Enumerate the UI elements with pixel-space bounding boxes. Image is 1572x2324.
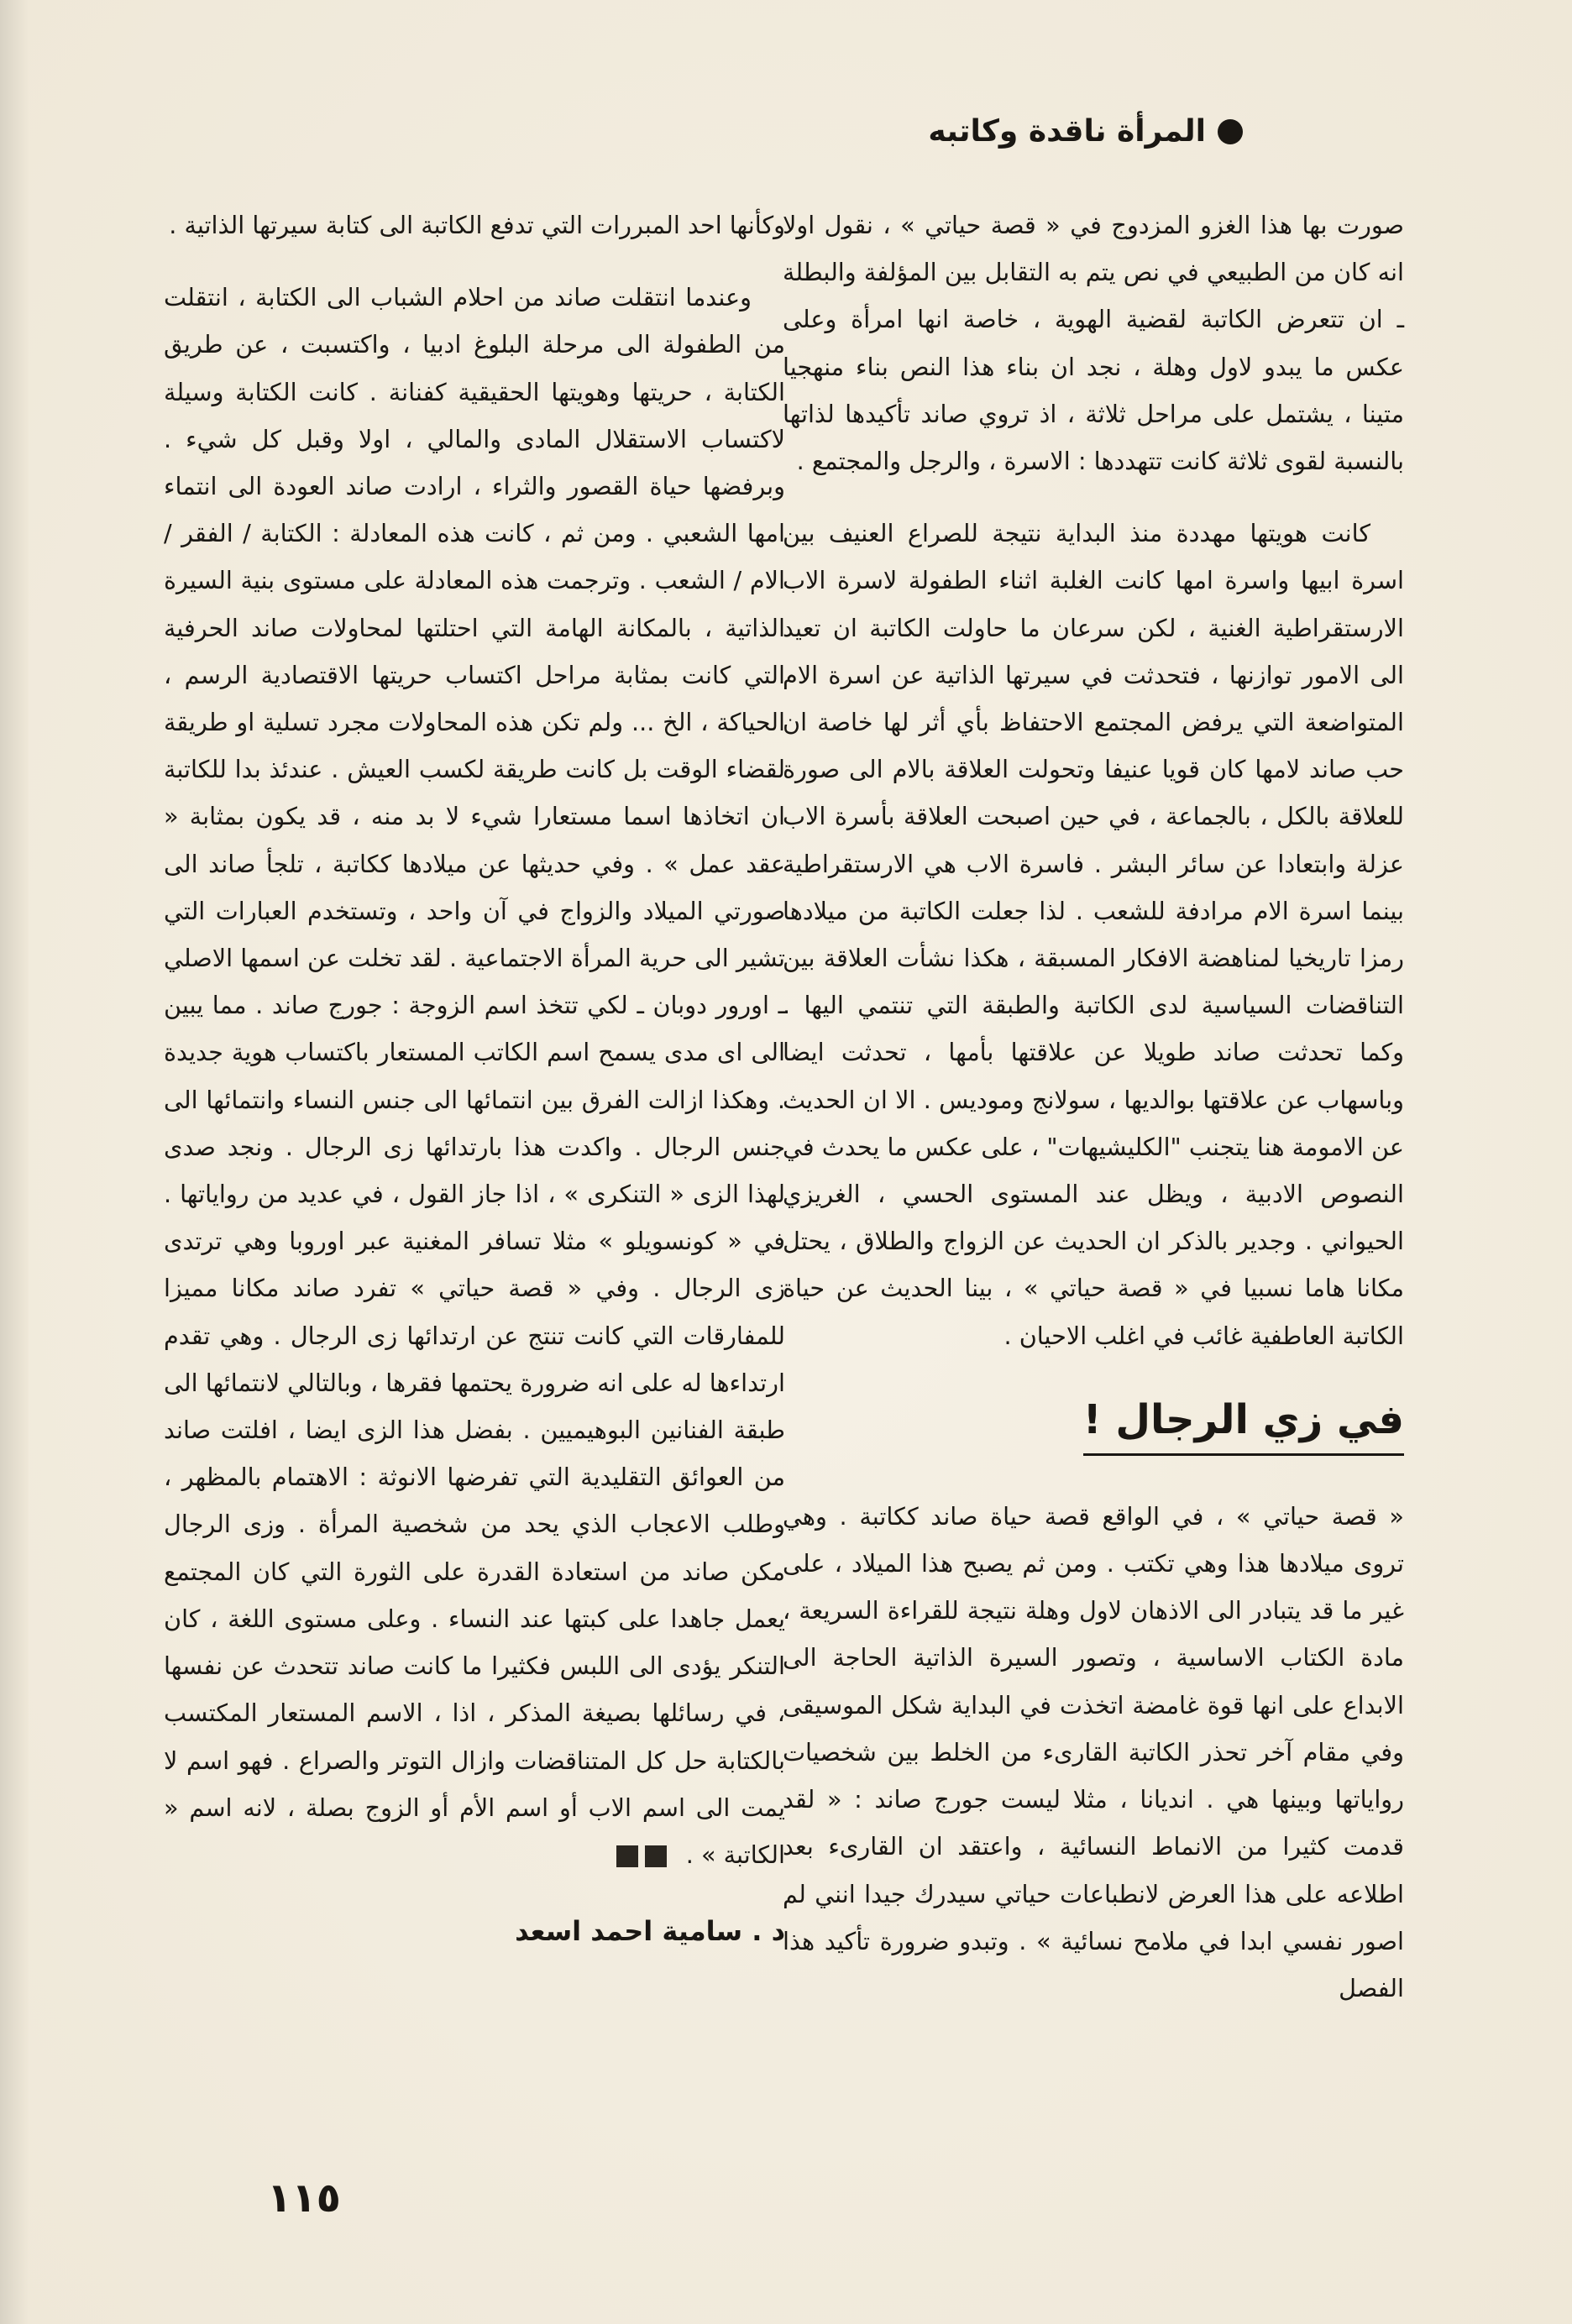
left-paragraph-2 [164, 274, 785, 1878]
running-head [928, 114, 1243, 149]
right-paragraph-2: كانت هويتها مهددة منذ البداية نتيجة للصراع العنيف بين اسرة ابيها واسرة امها كانت الغلبة اثناء الطفولة لاسرة الاب الارستقراطية الغنية ، لكن سرعان ما حاولت الكاتبة ان تعيد الى الامور توازنها ، فتحدثت في سيرتها الذاتية عن اسرة الام المتواضعة التي يرفض المجتمع الاحتفاظ بأي أثر لها خاصة ان حب صاند لامها كان قويا عنيفا وتحولت العلاقة بالام الى صورة للعلاقة بالكل ، بالجماعة ، في حين اصبحت العلاقة بأسرة الاب عزلة وابتعادا عن سائر البشر . فاسرة الاب هي الارستقراطية بينما اسرة الام مرادفة للشعب . لذا جعلت الكاتبة من ميلادها رمزا تاريخيا لمناهضة الافكار المسبقة ، هكذا نشأت العلاقة بين التناقضات السياسية لدى الكاتبة والطبقة التي تنتمي اليها . وكما تحدثت صاند طويلا عن علاقتها بأمها ، تحدثت ايضا وباسهاب عن علاقتها بوالديها ، سولانج وموديس . الا ان الحديث عن الامومة هنا يتجنب "الكليشيهات" ، على عكس ما يحدث في النصوص الادبية ، ويظل عند المستوى الحسي ، الغريزي الحيواني . وجدير بالذكر ان الحديث عن الزواج والطلاق ، يحتل مكانا هاما نسبيا في « قصة حياتي » ، بينا الحديث عن حياة الكاتبة العاطفية غائب في اغلب الاحيان . [783, 519, 1404, 1350]
left-column [164, 202, 785, 1952]
right-paragraph-3: « قصة حياتي » ، في الواقع قصة حياة صاند ككاتبة . وهي تروى ميلادها هذا وهي تكتب . ومن ثم يصبح هذا الميلاد ، على غير ما قد يتبادر الى الاذهان لاول وهلة نتيجة للقراءة السريعة ، مادة الكتاب الاساسية ، وتصور السيرة الذاتية الحاجة الى الابداع على انها قوة غامضة اتخذت في البداية شكل الموسيقى وفي مقام آخر تحذر الكاتبة القارىء من الخلط بين شخصيات رواياتها وبينها هي . انديانا ، مثلا ليست جورج صاند : « لقد قدمت كثيرا من الانماط النسائية ، واعتقد ان القارىء بعد اطلاعه على هذا العرض لانطباعات حياتي سيدرك جيدا انني لم اصور نفسي ابدا في ملامح نسائية » . وتبدو ضرورة تأكيد هذا الفصل [783, 1501, 1404, 2002]
running-head-title: المرأة ناقدة وكاتبه [928, 114, 1206, 149]
right-column [783, 202, 1404, 2012]
page-edge-shadow [0, 0, 29, 2324]
section-subheading [783, 1395, 1404, 1456]
end-square-icon [645, 1845, 667, 1867]
left-paragraph-2-text: وعندما انتقلت صاند من احلام الشباب الى الكتابة ، انتقلت من الطفولة الى مرحلة البلوغ ادبيا ، واكتسبت ، عن طريق الكتابة ، حريتها وهويتها الحقيقية كفنانة . كانت الكتابة وسيلة لاكتساب الاستقلال المادى والمالي ، اولا وقبل كل شيء . وبرفضها حياة القصور والثراء ، ارادت صاند العودة الى انتماء امها الشعبي . ومن ثم ، كانت هذه المعادلة : الكتابة / الفقر / الام / الشعب . وترجمت هذه المعادلة على مستوى بنية السيرة الذاتية ، بالمكانة الهامة التي احتلتها لمحاولات صاند الحرفية التي كانت بمثابة مراحل اكتساب حريتها الاقتصادية الرسم ، الحياكة ، الخ ... ولم تكن هذه المحاولات مجرد تسلية او طريقة لقضاء الوقت بل كانت طريقة لكسب العيش . عندئذ بدا للكاتبة ان اتخاذها اسما مستعارا شيء لا بد منه ، قد يكون بمثابة « عقد عمل » . وفي حديثها عن ميلادها ككاتبة ، تلجأ صاند الى صورتي الميلاد والزواج في آن واحد ، وتستخدم العبارات التي تشير الى حرية المرأة الاجتماعية . لقد تخلت عن اسمها الاصلي ـ اورور دوبان ـ لكي تتخذ اسم الزوجة : جورج صاند . مما يبين الى اى مدى يسمح اسم الكاتب المستعار باكتساب هوية جديدة . وهكذا ازالت الفرق بين انتمائها الى جنس النساء وانتمائها الى جنس الرجال . واكدت هذا بارتدائها زى الرجال . ونجد صدى لهذا الزى « التنكرى » ، اذا جاز القول ، في عديد من رواياتها . في « كونسويلو » مثلا تسافر المغنية عبر اوروبا وهي ترتدى زى الرجال . وفي « قصة حياتي » تفرد صاند مكانا مميزا للمفارقات التي كانت تنتج عن ارتدائها زى الرجال . وهي تقدم ارتداءها له على انه ضرورة يحتمها فقرها ، وبالتالي لانتمائها الى طبقة الفنانين البوهيميين . بفضل هذا الزى ايضا ، افلتت صاند من العوائق التقليدية التي تفرضها الانوثة : الاهتمام بالمظهر ، وطلب الاعجاب الذي يحد من شخصية المرأة . وزى الرجال مكن صاند من استعادة القدرة على الثورة التي كان المجتمع يعمل جاهدا على كبتها عند النساء . وعلى مستوى اللغة ، كان التنكر يؤدى الى اللبس فكثيرا ما كانت صاند تتحدث عن نفسها ، في رسائلها بصيغة المذكر ، اذا ، الاسم المستعار المكتسب بالكتابة حل كل المتناقضات وازال التوتر والصراع . فهو اسم لا يمت الى اسم الاب أو اسم الأم أو الزوج بصلة ، لانه اسم « الكاتبة » . [164, 283, 785, 1869]
bullet-icon [1218, 119, 1243, 144]
section-subheading-text: في زي الرجال ! [1083, 1395, 1404, 1456]
end-square-icon [616, 1845, 638, 1867]
article-end-marks [616, 1845, 667, 1867]
left-paragraph-1: وكأنها احد المبررات التي تدفع الكاتبة الى كتابة سيرتها الذاتية . [169, 211, 785, 239]
page-number: ١١٥ [267, 2175, 341, 2222]
right-paragraph-1: صورت بها هذا الغزو المزدوج في « قصة حياتي » ، نقول اولا انه كان من الطبيعي في نص يتم به التقابل بين المؤلفة والبطلة ـ ان تتعرض الكاتبة لقضية الهوية ، خاصة انها امرأة وعلى عكس ما يبدو لاول وهلة ، نجد ان بناء هذا النص بناء منهجيا متينا ، يشتمل على مراحل ثلاثة ، اذ تروي صاند تأكيدها لذاتها بالنسبة لقوى ثلاثة كانت تتهددها : الاسرة ، والرجل والمجتمع . [783, 211, 1404, 476]
author-byline: د . سامية احمد اسعد [515, 1915, 785, 1948]
